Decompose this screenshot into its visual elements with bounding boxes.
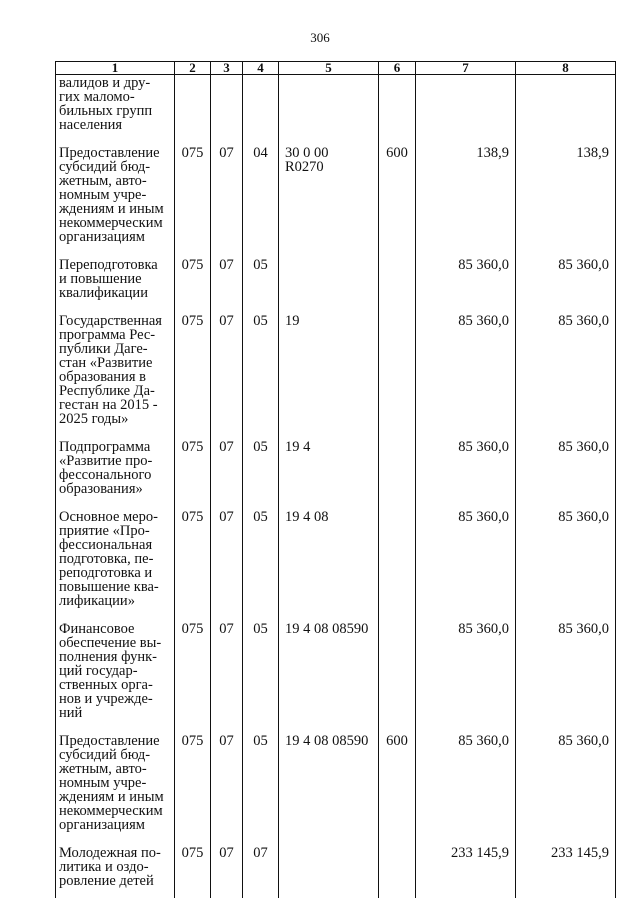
table-row	[56, 734, 616, 846]
row-name-cell: Предоставление субсидий бюд- жетным, авто- номным учре- ждениям и иным некоммерческим организациям	[56, 734, 175, 846]
column-header: 4	[243, 62, 279, 75]
row-code-cell: 075	[175, 440, 211, 510]
row-target-article-cell: 19 4	[279, 440, 379, 510]
row-subsection-cell: 05	[243, 258, 279, 314]
column-header: 5	[279, 62, 379, 75]
row-amount-cell: 138,9	[416, 146, 516, 258]
column-header: 7	[416, 62, 516, 75]
row-amount-cell: 138,9	[516, 146, 616, 258]
row-expense-type-cell	[379, 846, 416, 898]
row-name-cell: Предоставление субсидий бюд- жетным, авто- номным учре- ждениям и иным некоммерческим организациям	[56, 146, 175, 258]
column-header: 3	[211, 62, 243, 75]
row-section-cell: 07	[211, 258, 243, 314]
row-subsection-cell: 05	[243, 510, 279, 622]
row-code-cell: 075	[175, 314, 211, 440]
row-code-cell: 075	[175, 734, 211, 846]
row-name-cell: Подпрограмма «Развитие про- фессонального образования»	[56, 440, 175, 510]
row-subsection-cell: 05	[243, 734, 279, 846]
row-target-article-cell: 19	[279, 314, 379, 440]
row-expense-type-cell	[379, 440, 416, 510]
row-code-cell: 075	[175, 146, 211, 258]
row-target-article-cell: 30 0 00 R0270	[279, 146, 379, 258]
row-subsection-cell: 05	[243, 622, 279, 734]
table-row	[56, 75, 616, 147]
row-amount-cell: 85 360,0	[516, 440, 616, 510]
column-header: 8	[516, 62, 616, 75]
row-amount-cell: 233 145,9	[416, 846, 516, 898]
row-amount-cell: 233 145,9	[516, 846, 616, 898]
row-expense-type-cell	[379, 510, 416, 622]
page-number: 306	[310, 30, 330, 45]
row-target-article-cell: 19 4 08 08590	[279, 622, 379, 734]
row-target-article-cell	[279, 846, 379, 898]
row-amount-cell: 85 360,0	[416, 258, 516, 314]
row-code-cell: 075	[175, 510, 211, 622]
row-expense-type-cell	[379, 314, 416, 440]
row-amount-cell	[516, 75, 616, 147]
budget-table	[55, 61, 616, 898]
row-target-article-cell: 19 4 08	[279, 510, 379, 622]
row-target-article-cell	[279, 258, 379, 314]
row-code-cell: 075	[175, 258, 211, 314]
table-row	[56, 314, 616, 440]
row-expense-type-cell	[379, 258, 416, 314]
row-subsection-cell	[243, 75, 279, 147]
row-expense-type-cell: 600	[379, 146, 416, 258]
row-expense-type-cell	[379, 75, 416, 147]
row-amount-cell: 85 360,0	[416, 622, 516, 734]
row-expense-type-cell: 600	[379, 734, 416, 846]
row-amount-cell: 85 360,0	[516, 622, 616, 734]
row-amount-cell: 85 360,0	[416, 734, 516, 846]
table-row	[56, 622, 616, 734]
row-section-cell: 07	[211, 846, 243, 898]
row-subsection-cell: 04	[243, 146, 279, 258]
row-name-cell: Финансовое обеспечение вы- полнения функ- ций государ- ственных орга- нов и учрежде- ний	[56, 622, 175, 734]
row-name-cell: Переподготовка и повышение квалификации	[56, 258, 175, 314]
row-section-cell: 07	[211, 622, 243, 734]
table-row	[56, 440, 616, 510]
table-row	[56, 146, 616, 258]
row-expense-type-cell	[379, 622, 416, 734]
row-section-cell: 07	[211, 510, 243, 622]
row-amount-cell	[416, 75, 516, 147]
row-name-cell: Государственная программа Рес- публики Даге- стан «Развитие образования в Республике Да- гестан на 2015 - 2025 годы»	[56, 314, 175, 440]
row-amount-cell: 85 360,0	[516, 510, 616, 622]
table-row	[56, 846, 616, 898]
table-header-row	[56, 62, 616, 75]
row-name-cell: Молодежная по- литика и оздо- ровление детей	[56, 846, 175, 898]
row-name-cell: валидов и дру- гих маломо- бильных групп населения	[56, 75, 175, 147]
row-target-article-cell	[279, 75, 379, 147]
row-code-cell	[175, 75, 211, 147]
row-section-cell: 07	[211, 146, 243, 258]
table-row	[56, 258, 616, 314]
row-target-article-cell: 19 4 08 08590	[279, 734, 379, 846]
row-section-cell	[211, 75, 243, 147]
column-header: 2	[175, 62, 211, 75]
row-amount-cell: 85 360,0	[416, 510, 516, 622]
row-code-cell: 075	[175, 846, 211, 898]
table-row	[56, 510, 616, 622]
row-section-cell: 07	[211, 440, 243, 510]
row-name-cell: Основное меро- приятие «Про- фессиональная подготовка, пе- реподготовка и повышение ква- лификации»	[56, 510, 175, 622]
row-code-cell: 075	[175, 622, 211, 734]
row-subsection-cell: 05	[243, 440, 279, 510]
row-amount-cell: 85 360,0	[416, 314, 516, 440]
row-section-cell: 07	[211, 314, 243, 440]
row-amount-cell: 85 360,0	[516, 734, 616, 846]
column-header: 6	[379, 62, 416, 75]
table-body	[56, 75, 616, 899]
row-subsection-cell: 05	[243, 314, 279, 440]
column-header: 1	[56, 62, 175, 75]
row-subsection-cell: 07	[243, 846, 279, 898]
row-section-cell: 07	[211, 734, 243, 846]
row-amount-cell: 85 360,0	[516, 314, 616, 440]
row-amount-cell: 85 360,0	[516, 258, 616, 314]
row-amount-cell: 85 360,0	[416, 440, 516, 510]
